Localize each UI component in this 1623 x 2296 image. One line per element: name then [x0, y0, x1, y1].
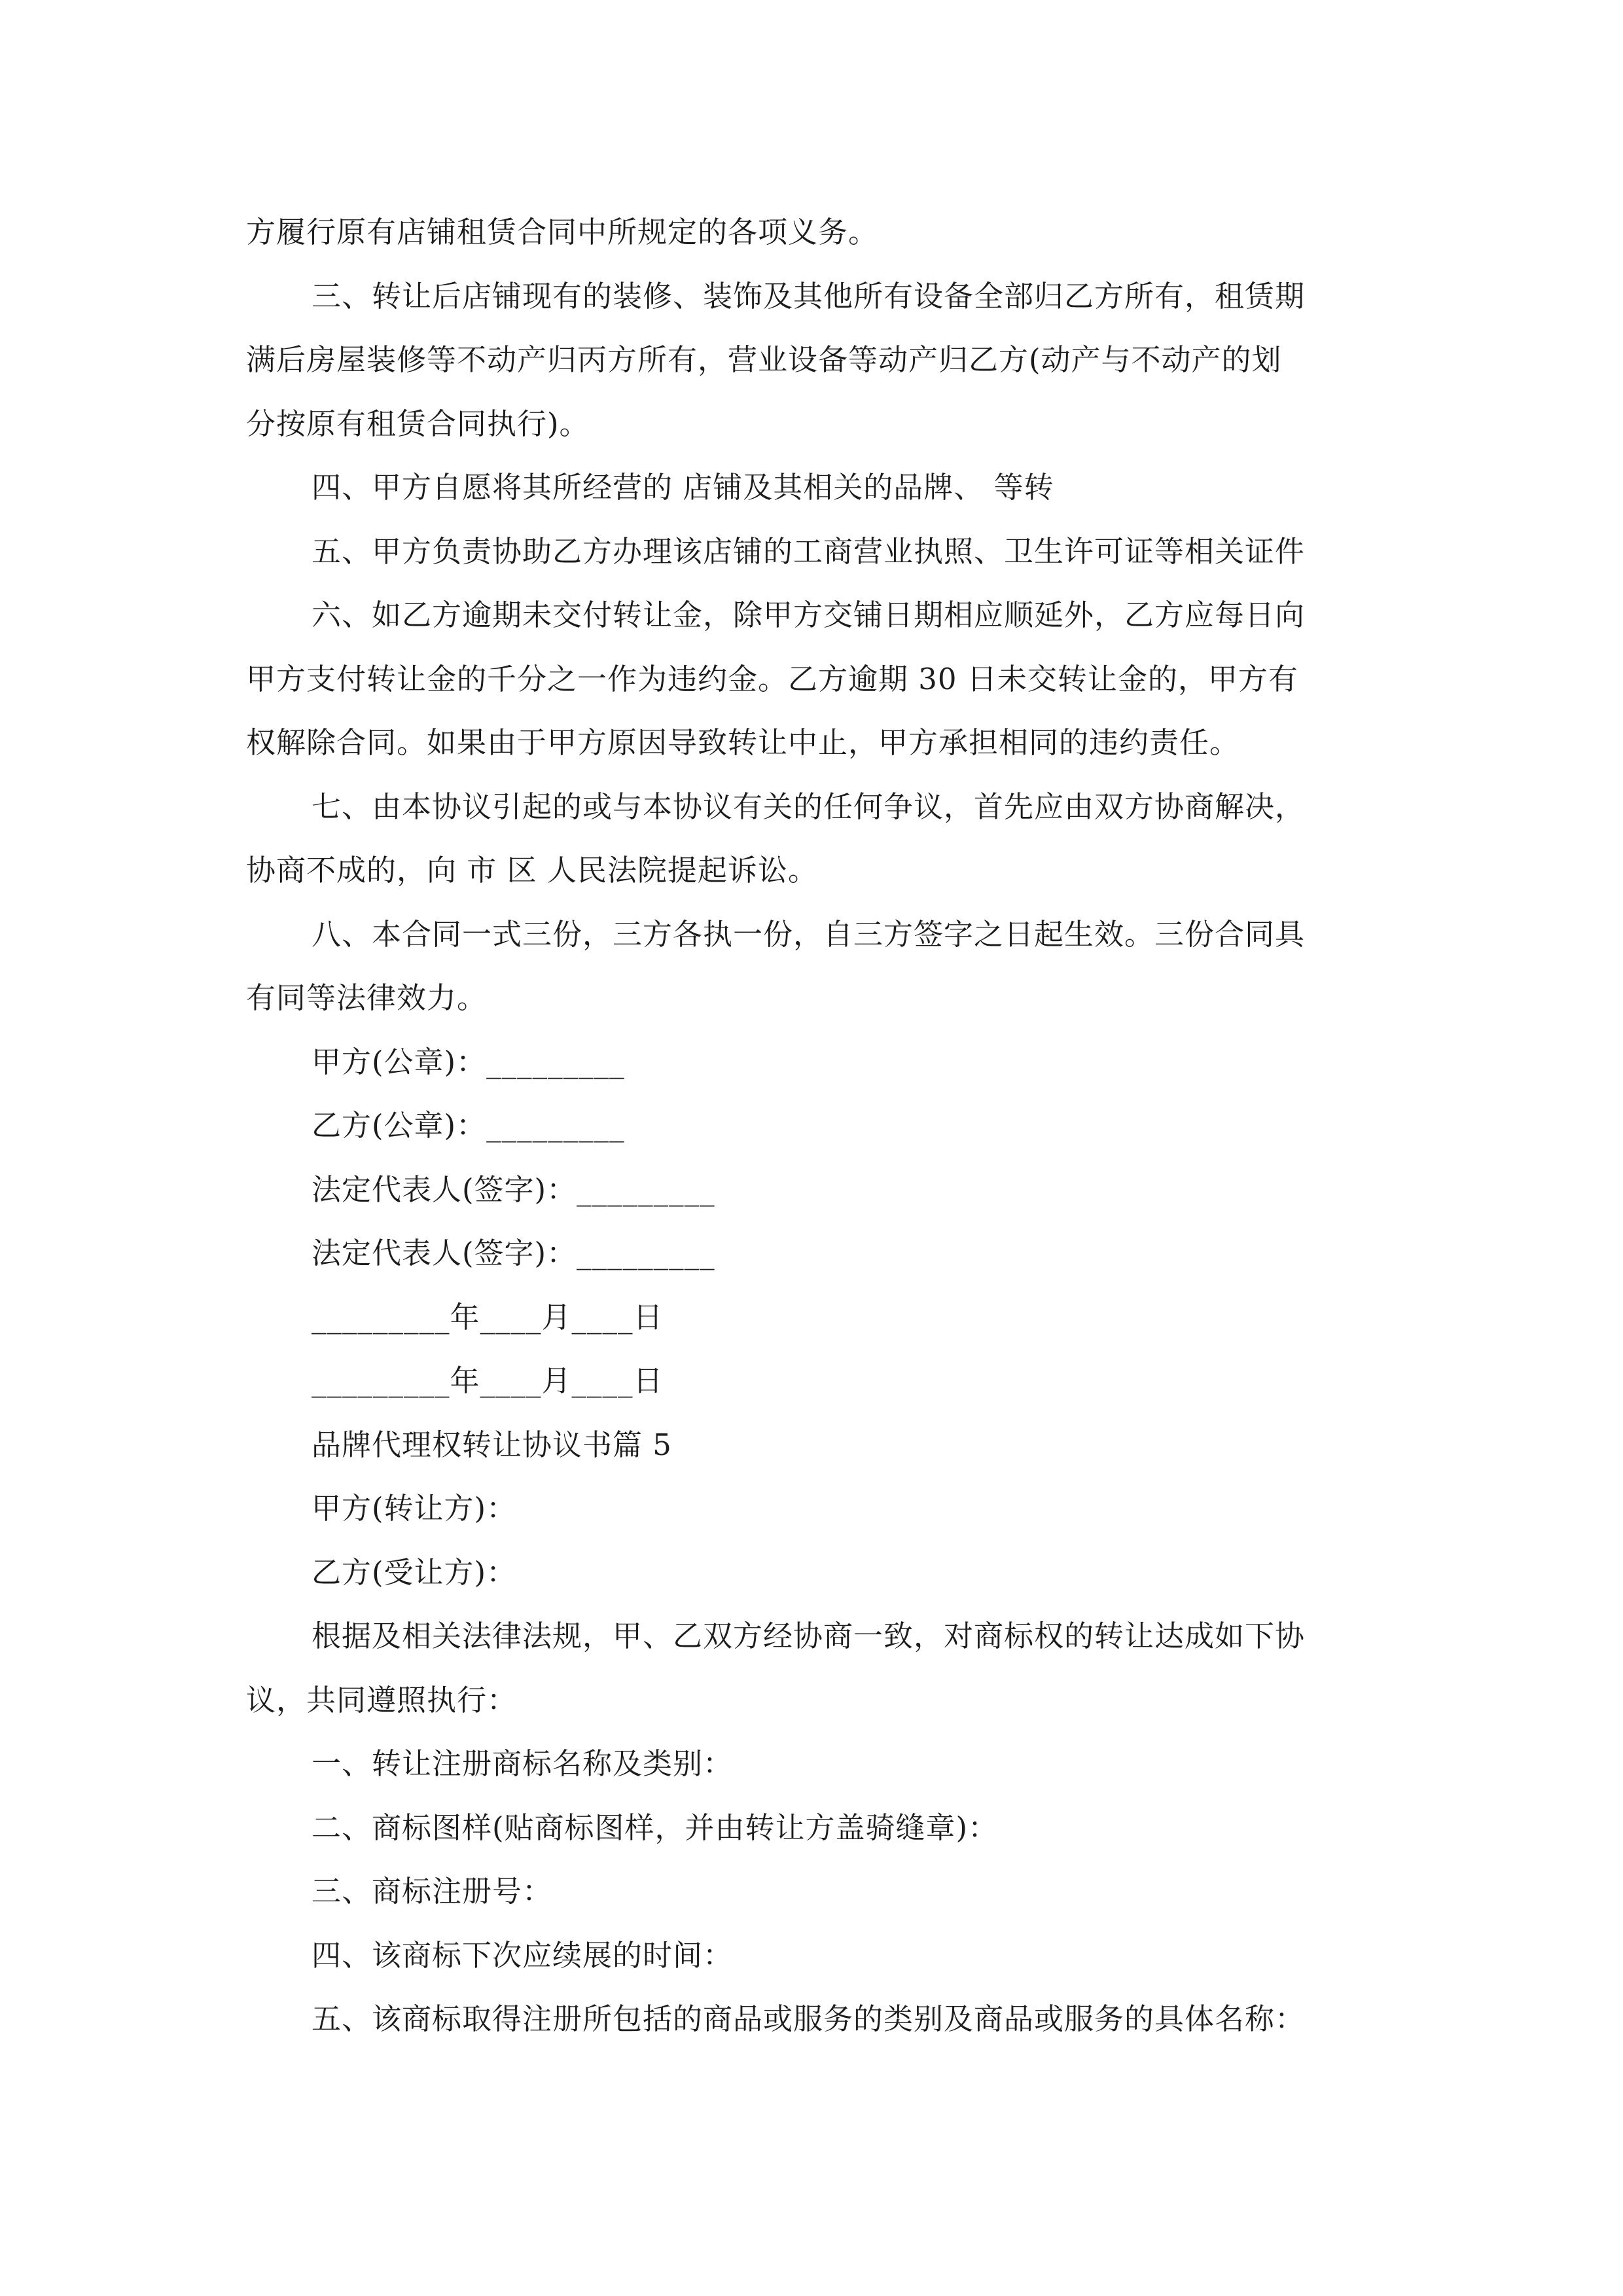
- text-line: 五、甲方负责协助乙方办理该店铺的工商营业执照、卫生许可证等相关证件: [312, 533, 1306, 569]
- text-line: _________年____月____日: [312, 1363, 664, 1398]
- text-line: 三、商标注册号：: [312, 1874, 553, 1909]
- text-line: 八、本合同一式三份，三方各执一份，自三方签字之日起生效。三份合同具: [312, 916, 1306, 952]
- text-line: 满后房屋装修等不动产归丙方所有，营业设备等动产归乙方(动产与不动产的划: [246, 342, 1282, 377]
- text-line: 一、转让注册商标名称及类别：: [312, 1746, 734, 1781]
- text-line: 四、该商标下次应续展的时间：: [312, 1937, 734, 1973]
- text-line: 甲方(转让方)：: [312, 1491, 517, 1526]
- text-line: 乙方(公章)：_________: [312, 1108, 625, 1143]
- document-body: [246, 200, 1378, 2051]
- text-line: 三、转让后店铺现有的装修、装饰及其他所有设备全部归乙方所有，租赁期: [312, 278, 1306, 314]
- text-line: 方履行原有店铺租赁合同中所规定的各项义务。: [246, 215, 879, 249]
- text-line: 七、由本协议引起的或与本协议有关的任何争议，首先应由双方协商解决，: [312, 789, 1306, 824]
- text-line: 甲方(公章)：_________: [312, 1044, 625, 1079]
- text-line: 根据及相关法律法规，甲、乙双方经协商一致，对商标权的转让达成如下协: [312, 1619, 1306, 1653]
- text-line: 分按原有租赁合同执行)。: [246, 406, 590, 441]
- text-line: 甲方支付转让金的千分之一作为违约金。乙方逾期 30 日未交转让金的，甲方有: [246, 661, 1298, 696]
- text-line: 有同等法律效力。: [246, 980, 488, 1015]
- text-line: 权解除合同。如果由于甲方原因导致转让中止，甲方承担相同的违约责任。: [246, 725, 1240, 760]
- text-line: 二、商标图样(贴商标图样，并由转让方盖骑缝章)：: [312, 1810, 999, 1845]
- text-line: 四、甲方自愿将其所经营的 店铺及其相关的品牌、 等转: [312, 470, 1054, 505]
- text-line: _________年____月____日: [312, 1299, 664, 1335]
- text-line: 五、该商标取得注册所包括的商品或服务的类别及商品或服务的具体名称：: [312, 2001, 1306, 2036]
- text-line: 乙方(受让方)：: [312, 1554, 517, 1590]
- text-line: 法定代表人(签字)：_________: [312, 1236, 715, 1270]
- text-line: 六、如乙方逾期未交付转让金，除甲方交铺日期相应顺延外，乙方应每日向: [312, 598, 1306, 632]
- text-line: 法定代表人(签字)：_________: [312, 1172, 715, 1207]
- text-line: 协商不成的，向 市 区 人民法院提起诉讼。: [246, 853, 818, 888]
- text-line: 议，共同遵照执行：: [246, 1682, 518, 1717]
- text-line: 品牌代理权转让协议书篇 5: [312, 1427, 672, 1462]
